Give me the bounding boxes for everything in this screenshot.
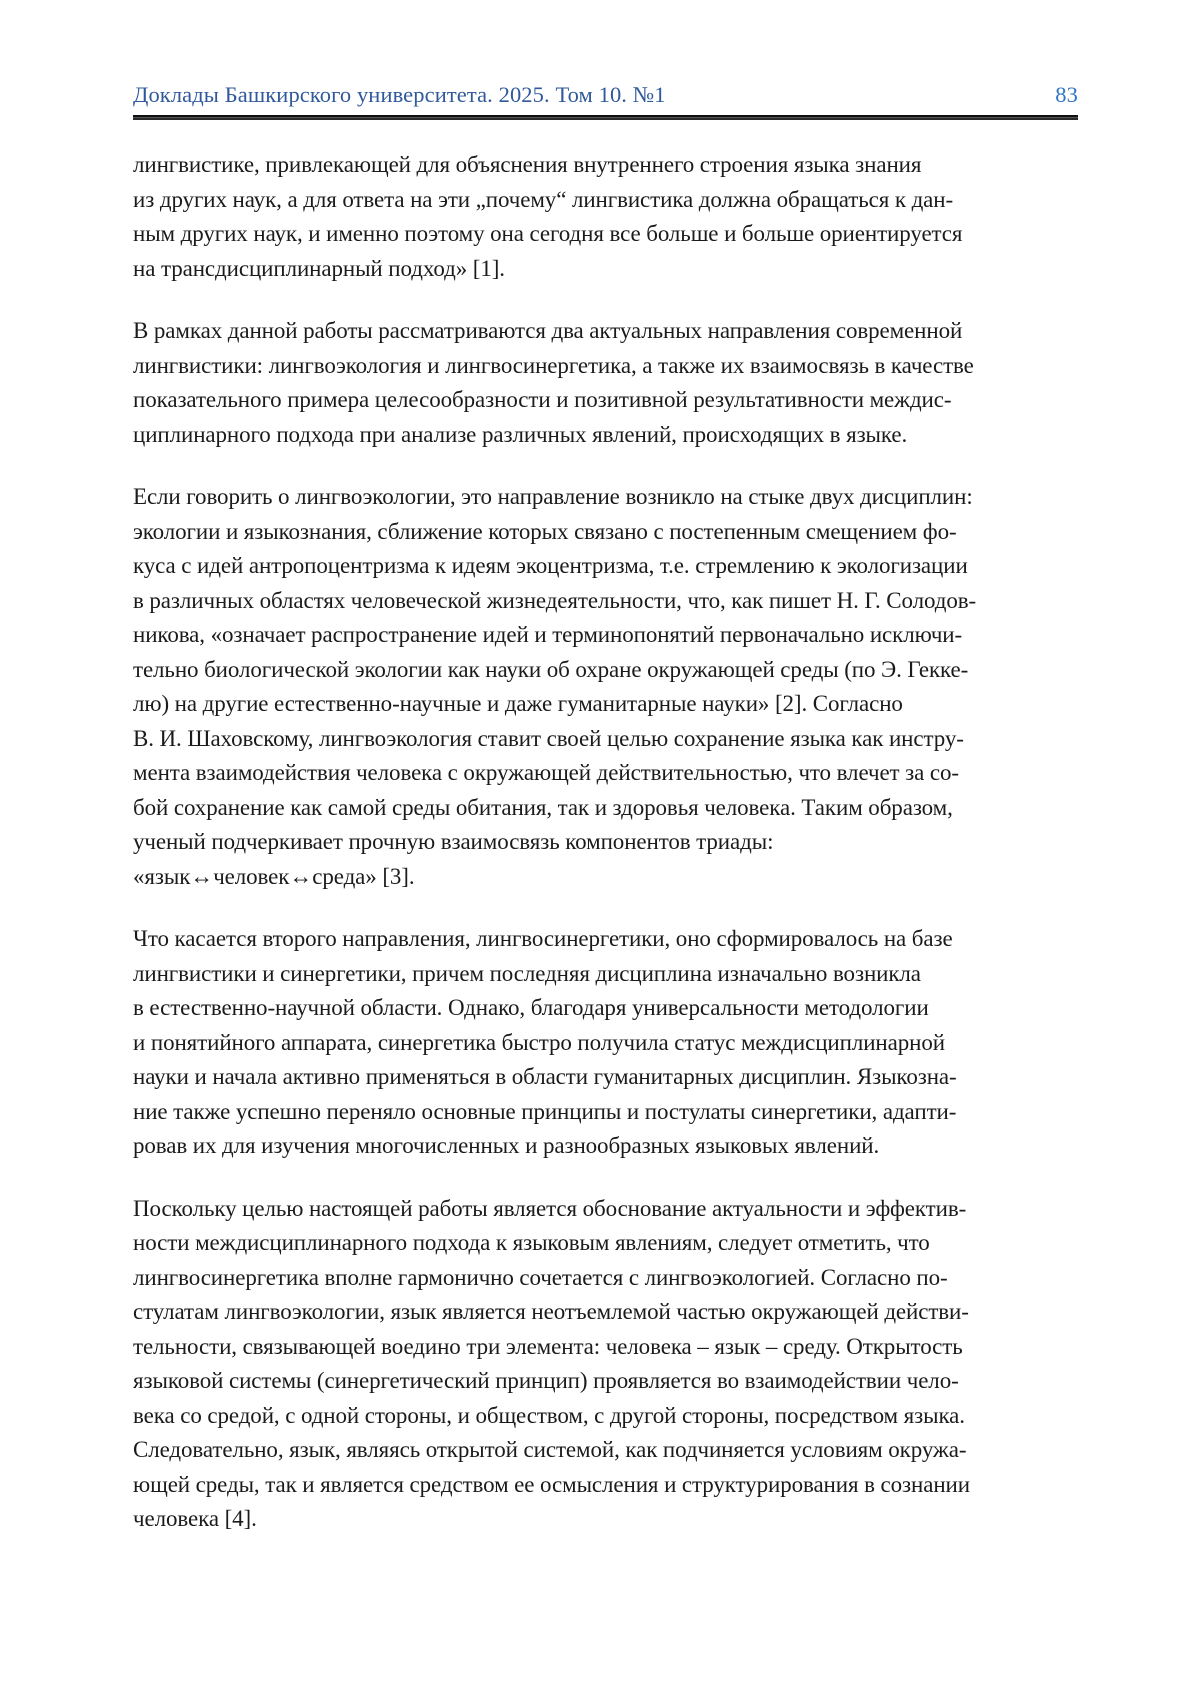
text-line: лингвистике, привлекающей для объяснения внутреннего строения языка знания bbox=[133, 152, 922, 177]
text-line: лингвосинергетика вполне гармонично сочетается с лингвоэкологией. Согласно по- bbox=[133, 1264, 948, 1290]
text-line: экологии и языкознания, сближение которых связано с постепенным смещением фо- bbox=[133, 518, 957, 544]
text-line: никова, «означает распространение идей и терминопонятий первоначально исключи- bbox=[133, 622, 963, 647]
text-line: мента взаимодействия человека с окружающей действительностью, что влечет за со- bbox=[133, 760, 959, 785]
text-line: Следовательно, язык, являясь открытой системой, как подчиняется условиям окружа- bbox=[133, 1437, 967, 1462]
text-line: ние также успешно переняло основные принципы и постулаты синергетики, адапти- bbox=[133, 1098, 957, 1124]
header-divider bbox=[133, 115, 1078, 120]
text-line: ученый подчеркивает прочную взаимосвязь компонентов триады: bbox=[133, 829, 774, 854]
text-line: ющей среды, так и является средством ее осмысления и структурирования в сознании bbox=[133, 1471, 970, 1497]
text-line: Что касается второго направления, лингвосинергетики, оно сформировалось на базе bbox=[133, 926, 953, 951]
paragraph bbox=[133, 148, 1078, 286]
text-line: ности междисциплинарного подхода к языковым явлениям, следует отметить, что bbox=[133, 1230, 930, 1255]
text-line: В. И. Шаховскому, лингвоэкология ставит своей целью сохранение языка как инстру- bbox=[133, 725, 964, 751]
text-line: в естественно-научной области. Однако, благодаря универсальности методологии bbox=[133, 995, 929, 1020]
text-line: тельно биологической экологии как науки об охране окружающей среды (по Э. Гекке- bbox=[133, 656, 969, 682]
text-line: лю) на другие естественно-научные и даже гуманитарные науки» [2]. Согласно bbox=[133, 691, 903, 716]
text-line: человека [4]. bbox=[133, 1506, 257, 1531]
text-line: и понятийного аппарата, синергетика быстро получила статус междисциплинарной bbox=[133, 1029, 945, 1055]
text-line: в различных областях человеческой жизнедеятельности, что, как пишет Н. Г. Солодов- bbox=[133, 587, 977, 613]
journal-title: Доклады Башкирского университета. 2025. Том 10. №1 bbox=[133, 82, 666, 107]
text-line: науки и начала активно применяться в области гуманитарных дисциплин. Языкозна- bbox=[133, 1064, 957, 1089]
text-line: В рамках данной работы рассматриваются два актуальных направления современной bbox=[133, 318, 963, 343]
running-header bbox=[133, 82, 1078, 108]
document-page bbox=[133, 0, 1078, 1537]
text-line: бой сохранение как самой среды обитания, так и здоровья человека. Таким образом, bbox=[133, 794, 953, 820]
article-body bbox=[133, 148, 1078, 1537]
text-line: языковой системы (синергетический принцип) проявляется во взаимодействии чело- bbox=[133, 1368, 959, 1393]
paragraph bbox=[133, 480, 1078, 894]
text-line: стулатам лингвоэкологии, язык является неотъемлемой частью окружающей действи- bbox=[133, 1299, 969, 1324]
page-number: 83 bbox=[1055, 82, 1078, 107]
text-line: ровав их для изучения многочисленных и разнообразных языковых явлений. bbox=[133, 1133, 880, 1158]
text-line: из других наук, а для ответа на эти „почему“ лингвистика должна обращаться к дан- bbox=[133, 186, 954, 212]
text-line: «язык↔человек↔среда» [3]. bbox=[133, 863, 415, 889]
text-line: на трансдисциплинарный подход» [1]. bbox=[133, 255, 505, 281]
text-line: ным других наук, и именно поэтому она сегодня все больше и больше ориентируется bbox=[133, 221, 963, 246]
text-line: куса с идей антропоцентризма к идеям экоцентризма, т.е. стремлению к экологизации bbox=[133, 553, 968, 578]
text-line: Поскольку целью настоящей работы является обоснование актуальности и эффектив- bbox=[133, 1195, 967, 1221]
text-line: тельности, связывающей воедино три элемента: человека – язык – среду. Открытость bbox=[133, 1333, 963, 1359]
text-line: лингвистики: лингвоэкология и лингвосинергетика, а также их взаимосвязь в качестве bbox=[133, 352, 974, 378]
text-line: лингвистики и синергетики, причем последняя дисциплина изначально возникла bbox=[133, 960, 921, 986]
text-line: циплинарного подхода при анализе различных явлений, происходящих в языке. bbox=[133, 421, 908, 447]
text-line: Если говорить о лингвоэкологии, это направление возникло на стыке двух дисциплин: bbox=[133, 484, 973, 509]
paragraph bbox=[133, 922, 1078, 1164]
paragraph bbox=[133, 314, 1078, 452]
paragraph bbox=[133, 1192, 1078, 1537]
text-line: показательного примера целесообразности и позитивной результативности междис- bbox=[133, 387, 952, 412]
text-line: века со средой, с одной стороны, и обществом, с другой стороны, посредством языка. bbox=[133, 1402, 965, 1428]
